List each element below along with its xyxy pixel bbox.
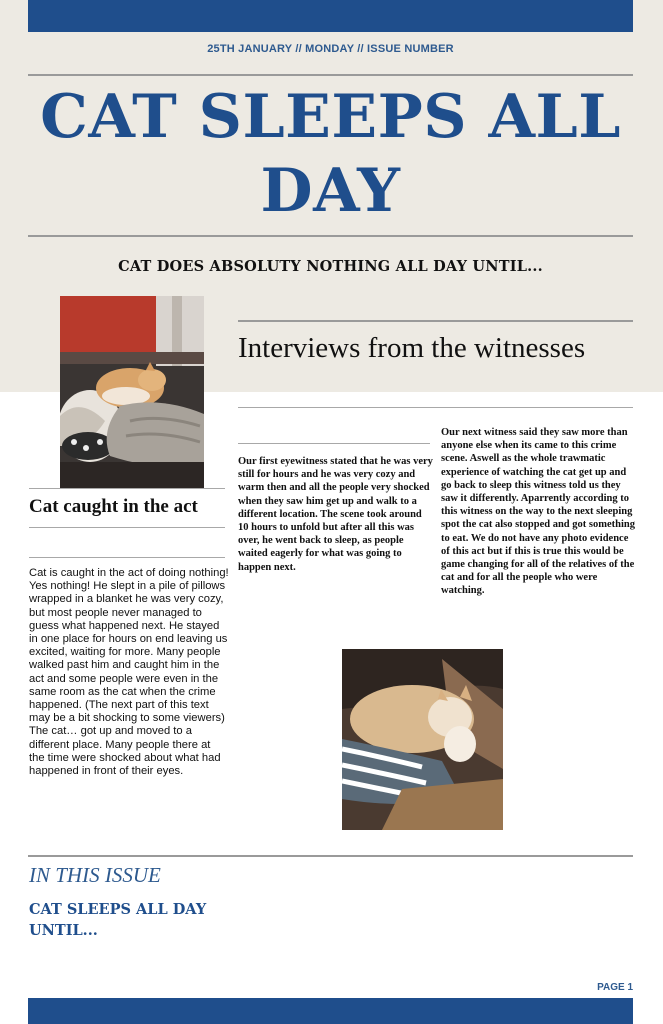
caught-body: Cat is caught in the act of doing nothing! Yes nothing! He slept in a pile of pillows wrapped in a blanket he was very cozy, but most people never managed to guess what happened next. He stayed in one place for hours on end leaving us excited, waiting for more. Many people walked past him and caught him in the act and some people were even in the same room as the cat when the crime happened. (The next part of this text may be a bit shocking to some viewers) The cat… got up and moved to a different place. Many people there at the time were shocked about what had happened in front of their eyes. [29,567,229,778]
cat-photo-cushion [342,649,503,830]
divider-caught-bottom [29,557,225,558]
top-banner-bar [28,0,633,32]
headline: CAT SLEEPS ALL DAY [40,82,621,226]
divider-headline [28,235,633,237]
caught-title: Cat caught in the act [29,496,198,517]
divider-caught-mid [29,527,225,528]
bottom-banner-bar [28,998,633,1024]
divider-footer [28,855,633,857]
divider-first-witness [238,443,430,444]
divider-top [28,74,633,76]
subheadline: CAT DOES ABSOLUTY NOTHING ALL DAY UNTIL... [118,258,543,275]
issue-item: CAT SLEEPS ALL DAY UNTIL... [29,901,207,939]
interviews-title: Interviews from the witnesses [238,332,586,364]
divider-interviews-top [238,320,633,322]
next-witness-text: Our next witness said they saw more than anyone else when its came to this crime scene. Aswell as the whole trawmatic experience of watching the cat get up and go back to sleep this witness told us they saw it differently. Aparrently according to this witness on the way to the next sleeping spot the cat also stopped and got something to eat. We do not have any photo evidence of this act but if this is true this would be game changing for all of the relatives of the cat and for all the people who were watching. [441,427,635,597]
dateline: 25TH JANUARY // MONDAY // ISSUE NUMBER [207,43,454,55]
page-number: PAGE 1 [597,982,633,993]
cat-photo-pillows [60,296,204,488]
divider-interviews-bottom [238,407,633,408]
first-witness-text: Our first eyewitness stated that he was very still for hours and he was very cozy and warm then and all the people very shocked when they saw him get up and walk to a different location. The scene took around 10 hours to unfold but after all this was over, he went back to sleep, as people waited eagerly for what was going to happen next. [238,456,433,573]
divider-caught-top [29,488,225,489]
in-this-issue-label: IN THIS ISSUE [29,863,161,887]
